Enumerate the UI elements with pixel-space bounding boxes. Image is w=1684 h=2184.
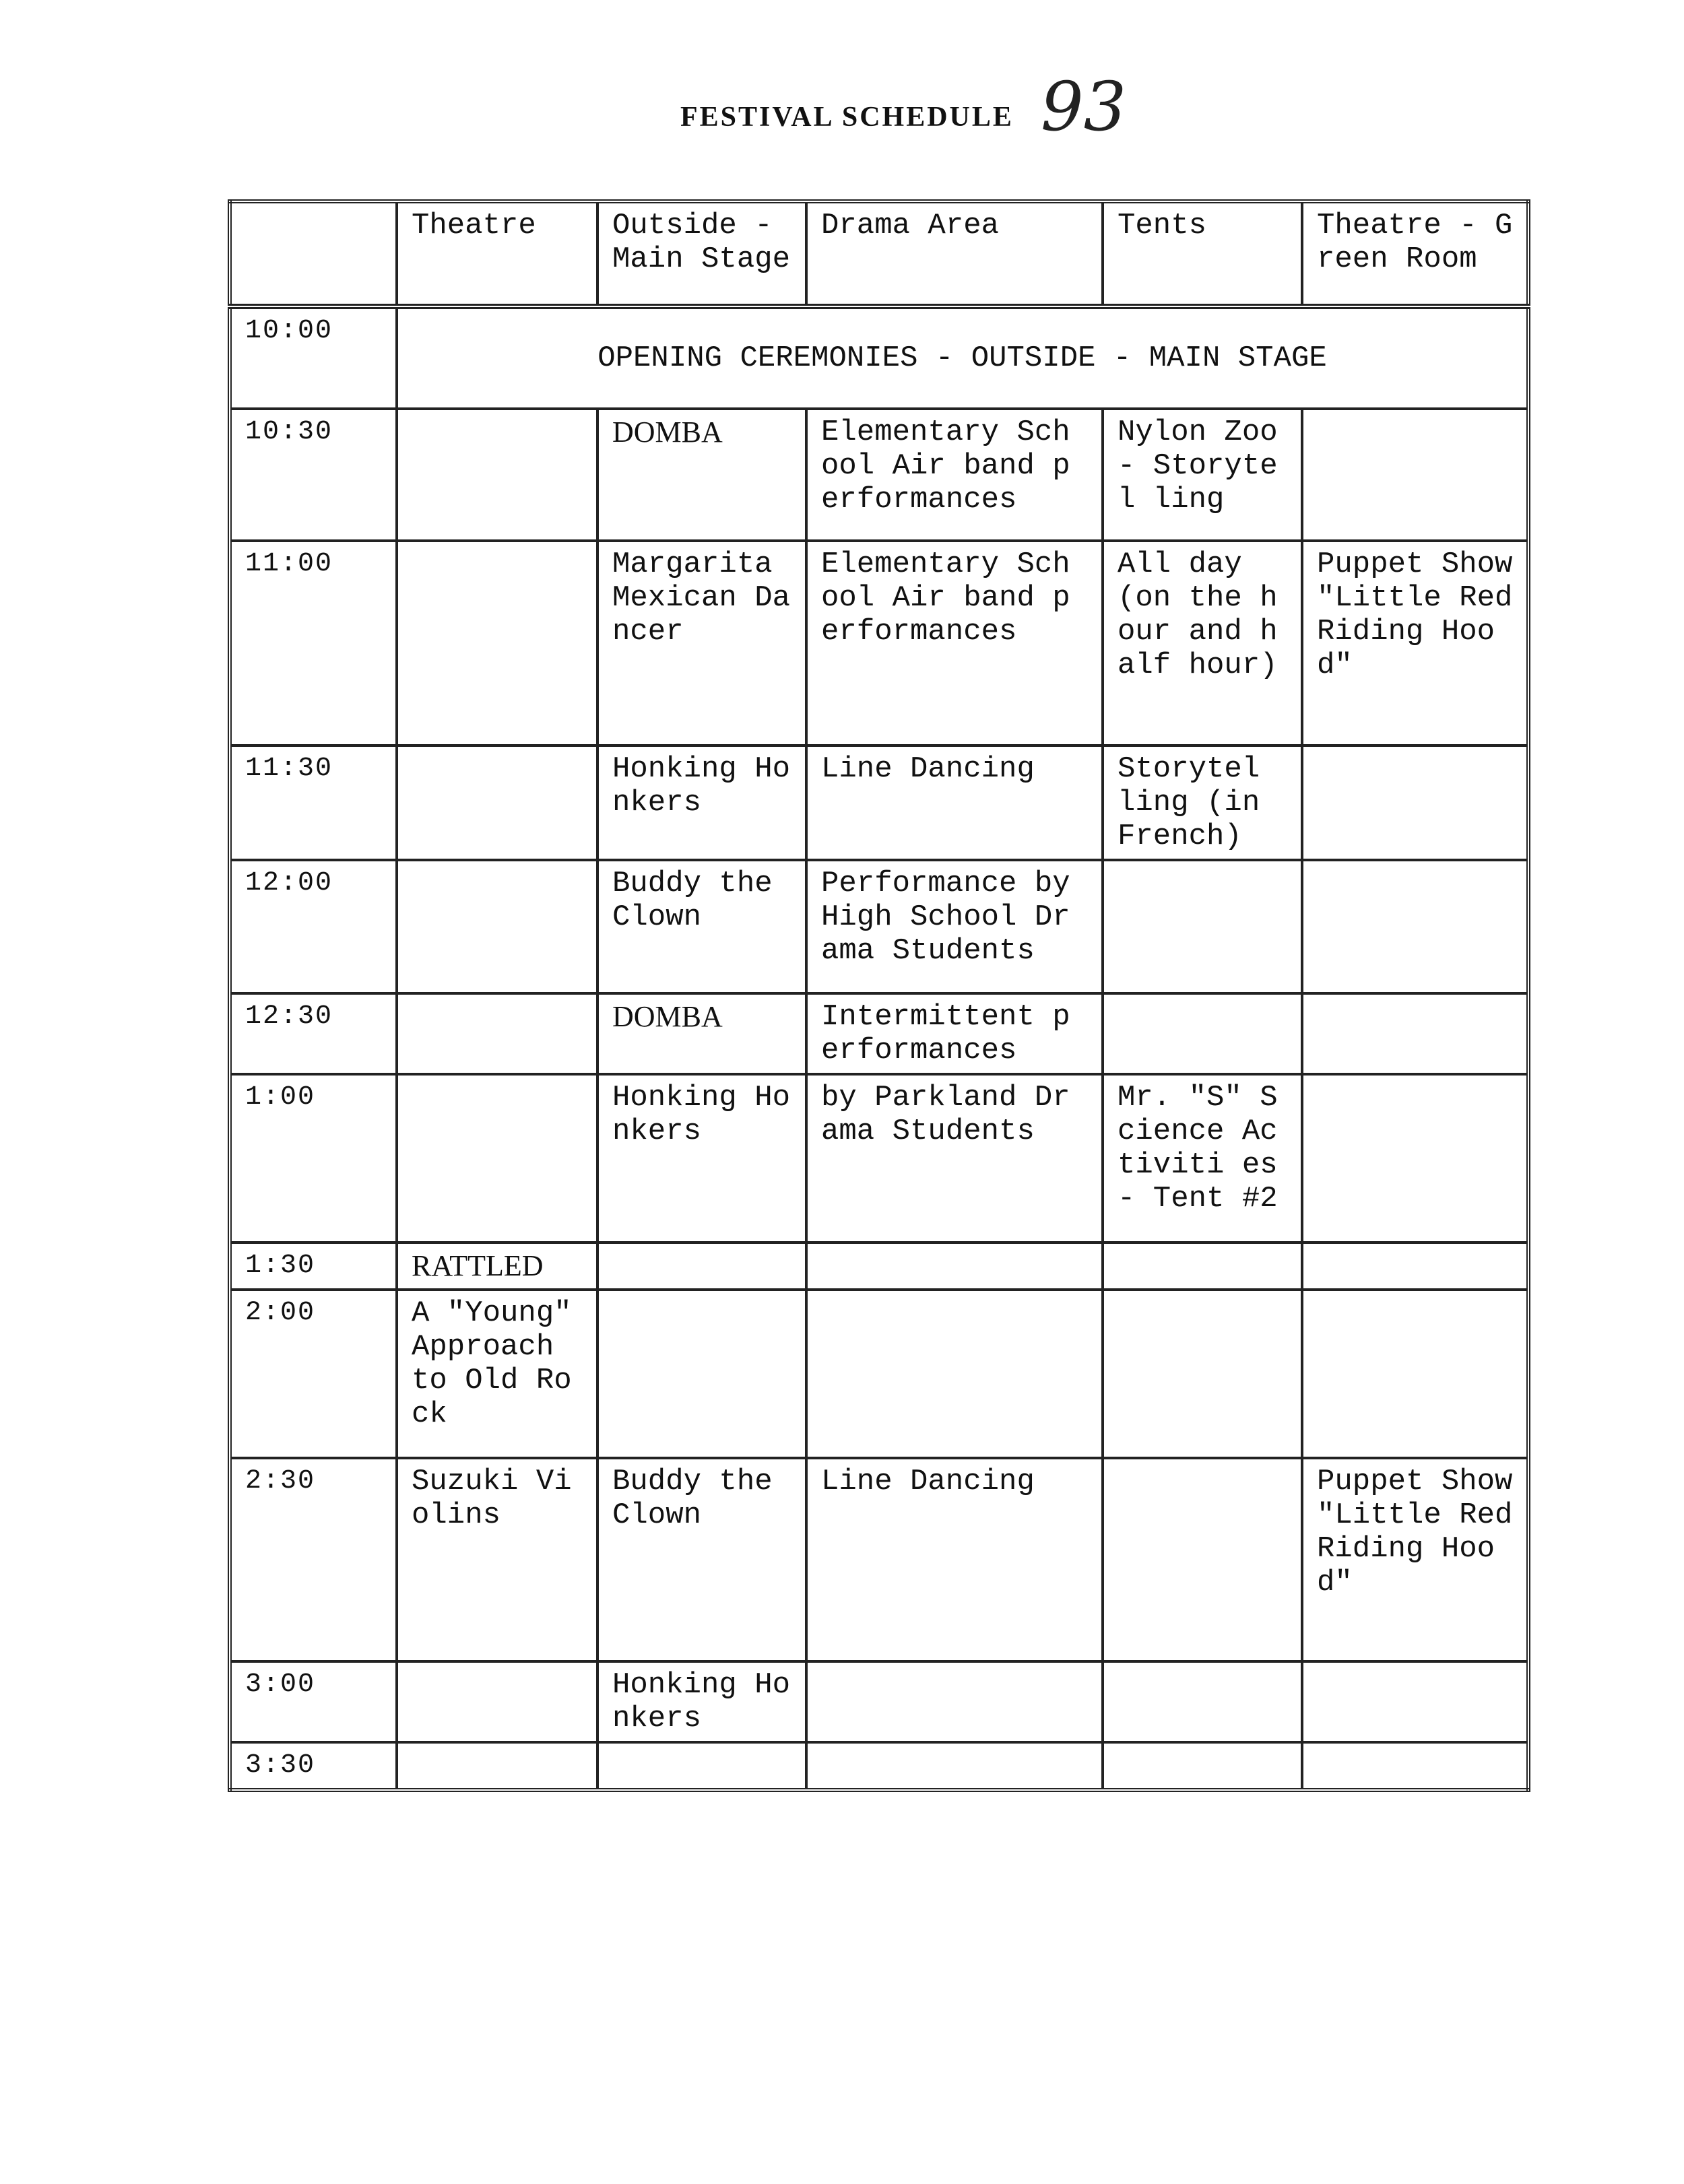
main-stage-cell: Margarita Mexican Dancer bbox=[597, 541, 806, 746]
theatre-cell bbox=[397, 746, 597, 860]
main-stage-cell: Honking Honkers bbox=[597, 1074, 806, 1243]
table-row bbox=[230, 1074, 1528, 1243]
theatre-cell bbox=[397, 993, 597, 1074]
tents-cell bbox=[1103, 860, 1302, 993]
drama-area-cell: Line Dancing bbox=[806, 746, 1103, 860]
drama-area-cell bbox=[806, 1661, 1103, 1742]
main-stage-cell bbox=[597, 1243, 806, 1290]
time-cell: 2:30 bbox=[230, 1458, 397, 1661]
drama-area-cell: Performance by High School Drama Students bbox=[806, 860, 1103, 993]
handwritten-page-number: 93 bbox=[1041, 67, 1127, 146]
theatre-cell bbox=[397, 1742, 597, 1790]
green-room-cell bbox=[1302, 1661, 1528, 1742]
time-cell: 11:00 bbox=[230, 541, 397, 746]
header-theatre: Theatre bbox=[397, 201, 597, 306]
tents-cell: Nylon Zoo - Storytel ling bbox=[1103, 409, 1302, 541]
page-title: FESTIVAL SCHEDULE bbox=[680, 102, 1014, 133]
table-row bbox=[230, 541, 1528, 746]
table-row bbox=[230, 1458, 1528, 1661]
time-cell: 3:00 bbox=[230, 1661, 397, 1742]
main-stage-cell: Honking Honkers bbox=[597, 1661, 806, 1742]
theatre-cell bbox=[397, 1661, 597, 1742]
green-room-cell bbox=[1302, 1074, 1528, 1243]
festival-schedule-table bbox=[228, 199, 1530, 1792]
tents-cell: Mr. "S" Science Activiti es - Tent #2 bbox=[1103, 1074, 1302, 1243]
theatre-cell bbox=[397, 541, 597, 746]
drama-area-cell: Elementary School Air band performances bbox=[806, 409, 1103, 541]
header-tents: Tents bbox=[1103, 201, 1302, 306]
green-room-cell bbox=[1302, 1243, 1528, 1290]
table-row bbox=[230, 993, 1528, 1074]
time-cell: 10:30 bbox=[230, 409, 397, 541]
header-theatre-green-room: Theatre - Green Room bbox=[1302, 201, 1528, 306]
time-cell: 10:00 bbox=[230, 306, 397, 409]
tents-cell bbox=[1103, 993, 1302, 1074]
theatre-cell: A "Young" Approach to Old Rock bbox=[397, 1290, 597, 1458]
table-row bbox=[230, 1290, 1528, 1458]
tents-cell bbox=[1103, 1243, 1302, 1290]
main-stage-cell: Buddy the Clown bbox=[597, 860, 806, 993]
main-stage-cell bbox=[597, 1742, 806, 1790]
tents-cell: All day (on the hour and half hour) bbox=[1103, 541, 1302, 746]
tents-cell bbox=[1103, 1742, 1302, 1790]
time-cell: 12:30 bbox=[230, 993, 397, 1074]
table-row bbox=[230, 1742, 1528, 1790]
drama-area-cell bbox=[806, 1742, 1103, 1790]
table-row bbox=[230, 409, 1528, 541]
tents-cell bbox=[1103, 1290, 1302, 1458]
header-outside-main-stage: Outside - Main Stage bbox=[597, 201, 806, 306]
time-cell: 1:30 bbox=[230, 1243, 397, 1290]
green-room-cell: Puppet Show "Little Red Riding Hood" bbox=[1302, 541, 1528, 746]
theatre-cell bbox=[397, 409, 597, 541]
main-stage-cell: Honking Honkers bbox=[597, 746, 806, 860]
theatre-cell bbox=[397, 860, 597, 993]
time-cell: 2:00 bbox=[230, 1290, 397, 1458]
green-room-cell bbox=[1302, 1742, 1528, 1790]
green-room-cell bbox=[1302, 409, 1528, 541]
theatre-cell: RATTLED bbox=[397, 1243, 597, 1290]
tents-cell bbox=[1103, 1661, 1302, 1742]
table-row bbox=[230, 860, 1528, 993]
drama-area-cell: Intermittent performances bbox=[806, 993, 1103, 1074]
table-row bbox=[230, 1243, 1528, 1290]
time-cell: 12:00 bbox=[230, 860, 397, 993]
green-room-cell: Puppet Show "Little Red Riding Hood" bbox=[1302, 1458, 1528, 1661]
schedule-body bbox=[230, 306, 1528, 1790]
main-stage-cell: DOMBA bbox=[597, 993, 806, 1074]
drama-area-cell: Line Dancing bbox=[806, 1458, 1103, 1661]
drama-area-cell: Elementary School Air band performances bbox=[806, 541, 1103, 746]
header-time-column bbox=[230, 201, 397, 306]
table-row bbox=[230, 746, 1528, 860]
green-room-cell bbox=[1302, 993, 1528, 1074]
green-room-cell bbox=[1302, 746, 1528, 860]
green-room-cell bbox=[1302, 860, 1528, 993]
theatre-cell: Suzuki Violins bbox=[397, 1458, 597, 1661]
opening-ceremonies-cell: OPENING CEREMONIES - OUTSIDE - MAIN STAGE bbox=[397, 306, 1528, 409]
drama-area-cell: by Parkland Drama Students bbox=[806, 1074, 1103, 1243]
main-stage-cell: Buddy the Clown bbox=[597, 1458, 806, 1661]
green-room-cell bbox=[1302, 1290, 1528, 1458]
time-cell: 1:00 bbox=[230, 1074, 397, 1243]
main-stage-cell: DOMBA bbox=[597, 409, 806, 541]
header-row bbox=[230, 201, 1528, 306]
theatre-cell bbox=[397, 1074, 597, 1243]
drama-area-cell bbox=[806, 1243, 1103, 1290]
header-drama-area: Drama Area bbox=[806, 201, 1103, 306]
tents-cell: Storytel ling (in French) bbox=[1103, 746, 1302, 860]
tents-cell bbox=[1103, 1458, 1302, 1661]
table-row bbox=[230, 1661, 1528, 1742]
time-cell: 3:30 bbox=[230, 1742, 397, 1790]
table-row bbox=[230, 306, 1528, 409]
main-stage-cell bbox=[597, 1290, 806, 1458]
drama-area-cell bbox=[806, 1290, 1103, 1458]
time-cell: 11:30 bbox=[230, 746, 397, 860]
